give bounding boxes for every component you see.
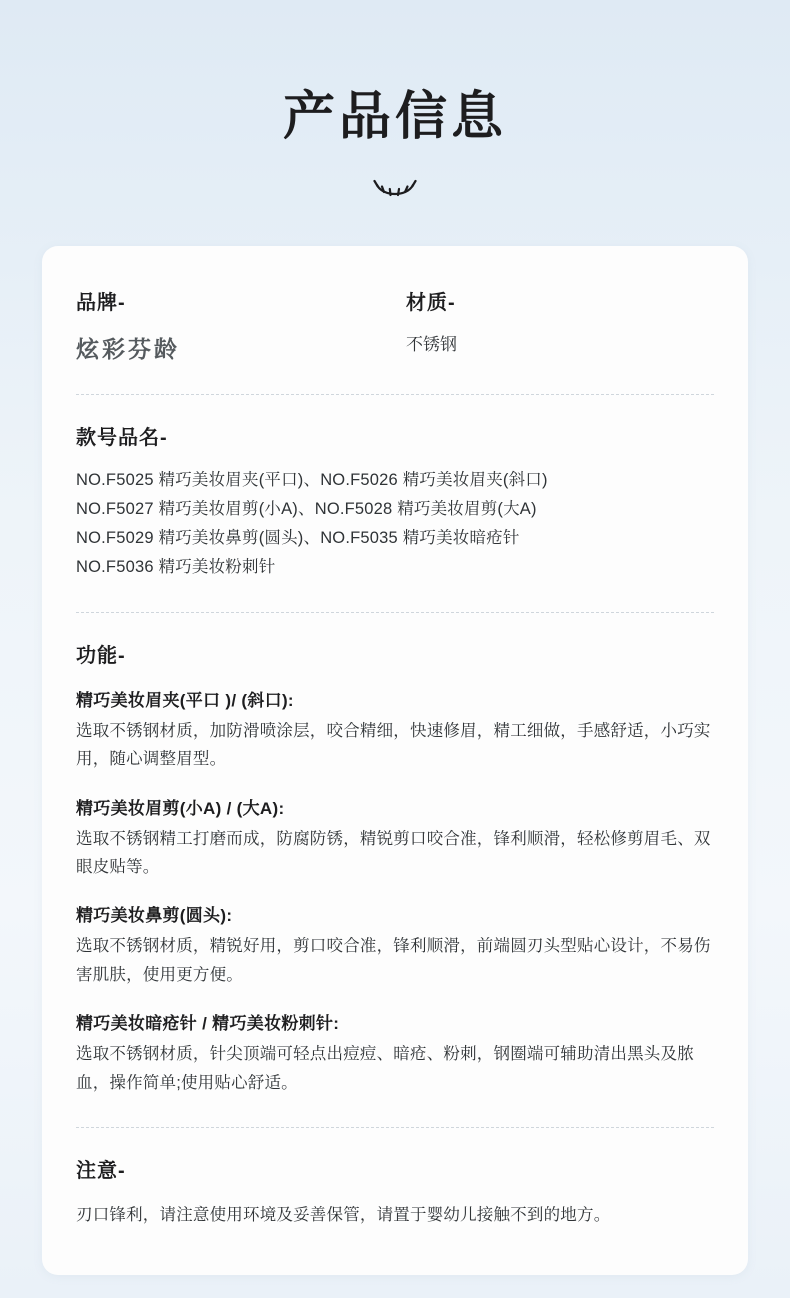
model-line: NO.F5025 精巧美妆眉夹(平口)、NO.F5026 精巧美妆眉夹(斜口) — [76, 471, 548, 490]
function-item — [76, 901, 714, 989]
function-description: 选取不锈钢材质，加防滑喷涂层，咬合精细，快速修眉，精工细做，手感舒适，小巧实用，随心调整眉型。 — [76, 721, 711, 769]
material-field — [406, 286, 714, 358]
divider-1 — [76, 394, 714, 395]
brand-material-row — [76, 286, 714, 364]
material-value: 不锈钢 — [406, 335, 457, 355]
divider-3 — [76, 1127, 714, 1128]
function-item — [76, 1009, 714, 1097]
eyelash-icon — [373, 179, 417, 203]
notice-section — [76, 1154, 714, 1229]
material-label: 材质- — [406, 292, 456, 315]
model-line: NO.F5027 精巧美妆眉剪(小A)、NO.F5028 精巧美妆眉剪(大A) — [76, 500, 537, 519]
page-header — [0, 0, 790, 204]
brand-value: 炫彩芬龄 — [76, 336, 180, 363]
function-item — [76, 794, 714, 882]
function-description: 选取不锈钢材质，针尖顶端可轻点出痘痘、暗疮、粉刺，钢圈端可辅助清出黑头及脓血，操作简单;使用贴心舒适。 — [76, 1045, 694, 1092]
model-line: NO.F5029 精巧美妆鼻剪(圆头)、NO.F5035 精巧美妆暗疮针 — [76, 529, 520, 548]
function-title: 精巧美妆暗疮针 / 精巧美妆粉刺针: — [76, 1014, 340, 1034]
model-line: NO.F5036 精巧美妆粉刺针 — [76, 558, 276, 577]
brand-field — [76, 286, 406, 364]
function-title: 精巧美妆鼻剪(圆头): — [76, 906, 233, 926]
function-description: 选取不锈钢材质，精锐好用，剪口咬合准，锋利顺滑，前端圆刃头型贴心设计，不易伤害肌肤，使用更方便。 — [76, 937, 711, 984]
divider-2 — [76, 612, 714, 613]
product-info-card — [42, 246, 748, 1275]
models-label: 款号品名- — [76, 427, 168, 450]
functions-section — [76, 639, 714, 1097]
functions-label: 功能- — [76, 644, 126, 667]
notice-text: 刃口锋利，请注意使用环境及妥善保管，请置于婴幼儿接触不到的地方。 — [76, 1205, 611, 1224]
function-description: 选取不锈钢精工打磨而成，防腐防锈，精锐剪口咬合准，锋利顺滑，轻松修剪眉毛、双眼皮贴等。 — [76, 829, 711, 877]
function-title: 精巧美妆眉剪(小A) / (大A): — [76, 798, 285, 818]
ornament-container — [0, 178, 790, 204]
brand-label: 品牌- — [76, 292, 126, 315]
models-section — [76, 421, 714, 582]
function-item — [76, 686, 714, 774]
function-title: 精巧美妆眉夹(平口 )/ (斜口): — [76, 690, 294, 710]
notice-label: 注意- — [76, 1159, 126, 1182]
models-list — [76, 466, 714, 582]
page-title: 产品信息 — [282, 88, 507, 146]
